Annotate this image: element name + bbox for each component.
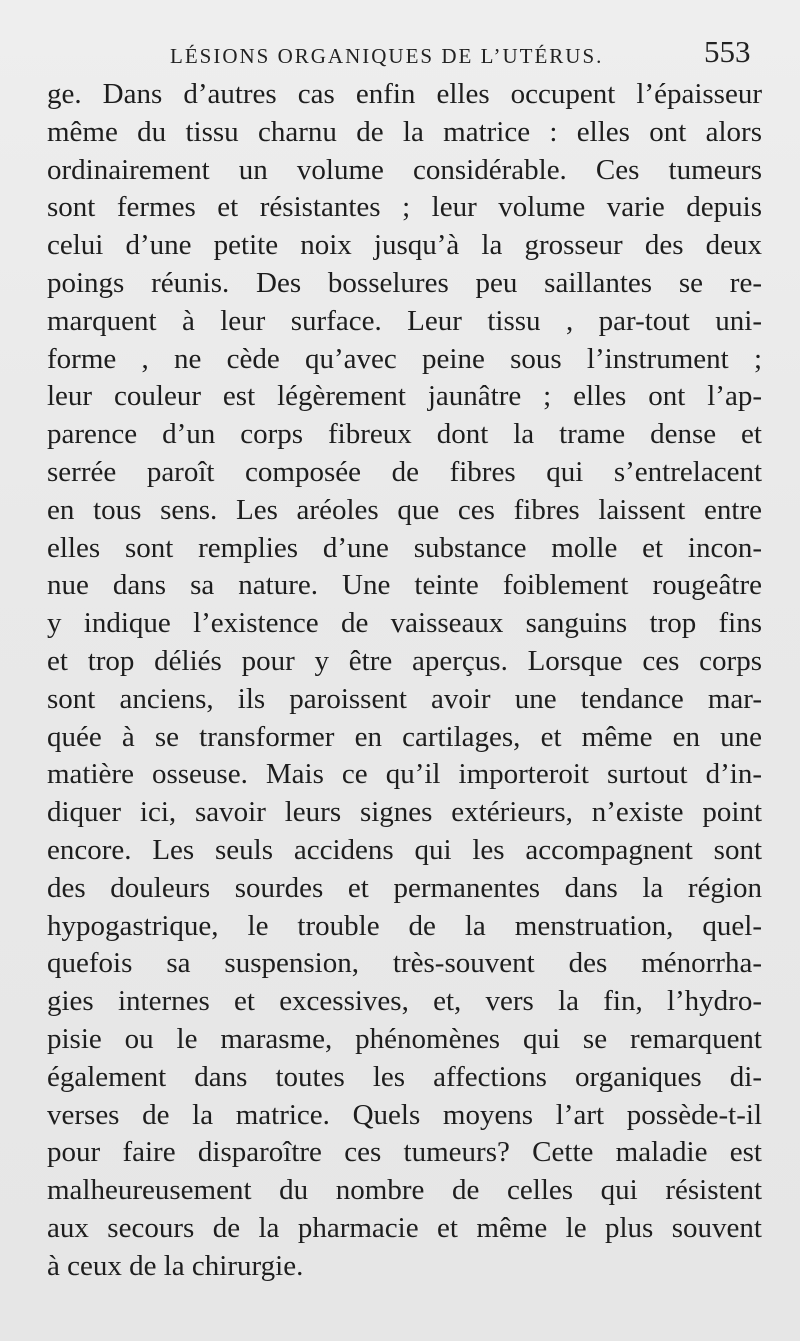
text-line: poings réunis. Des bosselures peu saillantes se re- bbox=[47, 266, 762, 299]
text-line: hypogastrique, le trouble de la menstruation, quel- bbox=[47, 909, 762, 942]
text-line: quefois sa suspension, très-souvent des ménorrha- bbox=[47, 947, 762, 980]
text-line: parence d’un corps fibreux dont la trame dense et bbox=[47, 418, 762, 451]
text-line: marquent à leur surface. Leur tissu , par-tout uni- bbox=[47, 304, 762, 337]
text-line: pisie ou le marasme, phénomènes qui se remarquent bbox=[47, 1022, 762, 1055]
text-line: elles sont remplies d’une substance molle et incon- bbox=[47, 531, 762, 564]
text-line: aux secours de la pharmacie et même le plus souvent bbox=[47, 1211, 762, 1244]
text-line: y indique l’existence de vaisseaux sanguins trop fins bbox=[47, 607, 762, 640]
text-line-last: à ceux de la chirurgie. bbox=[47, 1249, 304, 1282]
text-line: sont fermes et résistantes ; leur volume varie depuis bbox=[47, 191, 762, 224]
body-text bbox=[47, 76, 762, 1286]
text-line: leur couleur est légèrement jaunâtre ; elles ont l’ap- bbox=[47, 380, 762, 413]
text-line: ge. Dans d’autres cas enfin elles occupent l’épaisseur bbox=[47, 78, 762, 110]
text-line: quée à se transformer en cartilages, et même en une bbox=[47, 720, 762, 753]
text-line: serrée paroît composée de fibres qui s’entrelacent bbox=[47, 455, 762, 488]
text-line: pour faire disparoître ces tumeurs? Cette maladie est bbox=[47, 1136, 762, 1169]
page-header bbox=[0, 30, 800, 80]
text-line: en tous sens. Les aréoles que ces fibres laissent entre bbox=[47, 493, 762, 526]
text-line: des douleurs sourdes et permanentes dans la région bbox=[47, 871, 762, 904]
text-line: forme , ne cède qu’avec peine sous l’instrument ; bbox=[47, 342, 762, 375]
text-line: malheureusement du nombre de celles qui résistent bbox=[47, 1174, 762, 1207]
text-line: matière osseuse. Mais ce qu’il importeroit surtout d’in- bbox=[47, 758, 762, 791]
text-line: verses de la matrice. Quels moyens l’art possède-t-il bbox=[47, 1098, 762, 1131]
running-title: LÉSIONS ORGANIQUES DE L’UTÉRUS. bbox=[170, 44, 604, 68]
text-line: également dans toutes les affections organiques di- bbox=[47, 1060, 762, 1093]
text-line: ordinairement un volume considérable. Ces tumeurs bbox=[47, 153, 762, 186]
page-number: 553 bbox=[704, 34, 751, 69]
text-line: celui d’une petite noix jusqu’à la grosseur des deux bbox=[47, 229, 762, 262]
text-line: sont anciens, ils paroissent avoir une tendance mar- bbox=[47, 682, 762, 715]
text-line: et trop déliés pour y être aperçus. Lorsque ces corps bbox=[47, 644, 762, 677]
text-line: même du tissu charnu de la matrice : elles ont alors bbox=[47, 115, 762, 148]
text-line: gies internes et excessives, et, vers la fin, l’hydro- bbox=[47, 985, 762, 1018]
text-line: diquer ici, savoir leurs signes extérieurs, n’existe point bbox=[47, 796, 762, 829]
text-line: nue dans sa nature. Une teinte foiblement rougeâtre bbox=[47, 569, 762, 602]
text-line: encore. Les seuls accidens qui les accompagnent sont bbox=[47, 833, 762, 866]
